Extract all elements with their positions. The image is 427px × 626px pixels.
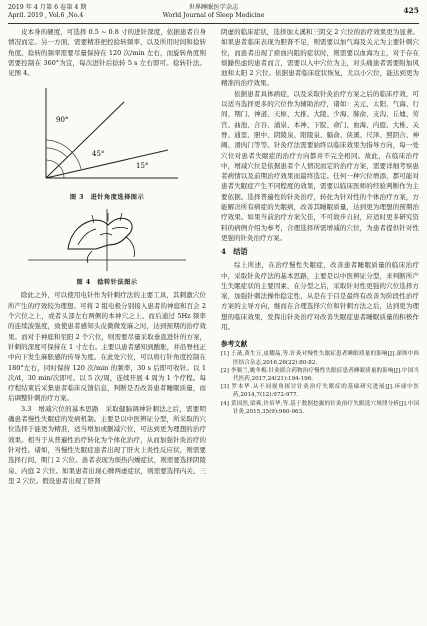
page-number: 425	[403, 6, 419, 15]
page-header	[8, 3, 419, 24]
body-paragraph: 除此之外，可以使用电针作为针刺疗法的主要工具，其刺激穴位所产生的疗效较为理想。可将 2 组电极分别接入患者的神庭和百会 2 个穴位之上，或者头部左右两侧的本神穴之上。而后通过 5Hz 频率的连续波强度，致使患者感知头皮微微发麻之时，达到预期的治疗效果。而对于神庭和至阳 2 个穴位，则需要尽量采取垂直进针的方案，针刺的深度可保持在 1 寸左右。主要以患者感知到酸胀，并沿脊柱正中向下发生麻胀感的传导为度。在此处穴位，可以将行针角度控制在 180°左右，同时保持 120 次/min 的频率，30 s 后即可收针。以 1 次/d，30 min/次即可。以 5 次/周，连续开展 4 周为 1 个疗程。每疗程结束后采集患者临床反馈信息，判断是否改善患者睡眠质量，而后调整针刺治疗方案。	[8, 291, 206, 403]
angle-90-label: 90°	[56, 116, 69, 125]
figure-3-caption: 图 3 进针角度选择图示	[69, 194, 145, 202]
body-paragraph: 3.3 增减穴位的基本思路 采取健脑调神针刺法之后，需要明确患者慢性失眠症的发病机制。主要是以中医辨证分型，所采取的穴位选择于能更为精准，适当增加或删减穴位，可达到更为理想的治疗效果。相当于从普遍性治疗转化为个体化治疗，从而加强针灸治疗的针对性。诸如，当慢性失眠症患者出现了肝火上炎性反应状，则需要选择行间、期门 2 穴位。患者表现为烦热内燥症状，则需要选择阴陵泉、内庭 2 穴位。如果患者出现心脾两虚症状，则需要选择内关、三里 2 穴位。假设患者出现了肝肾	[8, 404, 206, 485]
reference-item: [3] 罗本华.从不同视角探讨针灸治疗失眠症的基础研究进展[J].环球中医药,2014,7(12):972-977.	[221, 384, 419, 399]
right-column	[221, 27, 419, 416]
angle-45-label: 45°	[92, 150, 105, 159]
section-title-conclusion: 4 结语	[221, 247, 248, 257]
needle-angle-diagram	[8, 78, 206, 190]
issue-en: April. 2019 , Vol.6 ,No.4	[8, 12, 84, 19]
figure-4	[8, 205, 206, 275]
references-title: 参考文献	[221, 340, 248, 349]
body-paragraph: 阴虚的临床症状，选择加太溪和三阴交 2 穴位的治疗效果更为显著。如果患者临床表现为胆肾不足，则需要以加气海及关元为主要针刺穴位，而患者出现了瘀血内阻的症状时，则需要以血海为主，对于存在烦躁焦虑的患者而言，需要以入中穴位为主，对头痛患者需要附加风池和太阳 2 穴位。依据患者临床症状恢复，尤以小穴位，能达到更为精准的治疗效果。	[221, 28, 419, 88]
reference-item: [4] 黄国然,梁爽,许培华,等.基于数据挖掘的针灸治疗失眠选穴规律分析[J].中国针灸,2015,35(9):960-963.	[221, 400, 419, 415]
reference-item: [1] 王菡,黄生万,皮耀晶,等.针灸对慢性失眠症患者睡眠质量的影响[J].深圳中西医结合杂志,2016,26(22):80-82.	[221, 351, 419, 366]
angle-15-label: 15°	[136, 162, 149, 171]
journal-title-en: World Journal of Sleep Medicine	[162, 12, 265, 19]
twisting-hand-illustration	[8, 205, 206, 275]
issue-cn: 2019 年 4 月第 6 卷第 4 期	[8, 4, 87, 11]
journal-title	[8, 4, 419, 20]
figure-4-caption: 图 4 捻转针法图示	[76, 279, 138, 287]
left-column	[8, 27, 206, 486]
body-paragraph: 皮本身的硬度，可选择 0.5 ~ 0.8 寸的进针深度，依据患者自身情况而定。另一方面，需要精准把控捻转频率，以及所用时间和捻转角度。捻转的频率需要尽量保持在 120 次/min 左右，而旋转角度则需要控制在 360°为宜，每次进针后捻转 5 s 左右即可。捻转针法。见图 4。	[8, 28, 206, 78]
reference-item: [2] 李频兰,姚冬梅.针灸联合药物治疗慢性失眠症患者睡眠质量的影响[J].中国当代医药,2017,24(21):194-196.	[221, 367, 419, 382]
body-paragraph: 综上所述，在治疗慢性失眠症，改善患者睡眠质量的临床治疗中，采取针灸疗法的基本思路，主要是以中医辨证分型，来判断所产生失眠症状的主要因素，在分型之后，采取针对性更强的穴位选择方案，加强针刺法操作稳定性，从是在于目是最终有改善为阶段性治疗方案的主导方向，继而在合理选择穴位和针刺方法之后，达到更为理想的临床效果，发挥出针灸治疗对改善失眠症患者睡眠质量的积极作用。	[221, 261, 419, 332]
body-paragraph: 依据患者具体病症，以及采取针灸治疗方案之后的临床疗效，可以适当选择更多的穴位作为辅助治疗，诸如：关元、太阳、气海、行间、期门、神道、天枢、大推、大陵、少海、肺俞、支沟、丘墟、劳宫、曲池、合谷、涌泉、本神、下脘、命门、血海、内庭、大椎、关脊、通里、胆中、阴陵泉、阳陵泉、膈俞、侠溪、尺泽、照阴合、神阙、滑肉门等等。针灸疗法需要始终以临床效果为指导方向，每一处穴位对患者失眠症的治疗方向都并不完全相同。故此，在临床治疗中，增减穴位是依据患者个人情况而定的治疗方案，需要详细考察患者病情以及前期治疗效果而最终选定。任何一种穴位增添，都可能对患者失眠症产生不同程度的效果，需要以临床医师的经验判断作为主要依据。选择普遍性的针灸治疗，转化为针对性的个体治疗方案，方能解决所有病症的失眠病，改善其睡眠质量，达到更为理想的预期治疗效果。如果当前治疗方案欠佳，不可故步自封，应适时更多研究资料的病例介绍为参考，合理选择所需增减的穴位，为患者提供针对性更强的针灸治疗方案。	[221, 89, 419, 242]
figure-3	[8, 78, 206, 190]
journal-title-cn: 世界睡眠医学杂志	[188, 4, 239, 11]
